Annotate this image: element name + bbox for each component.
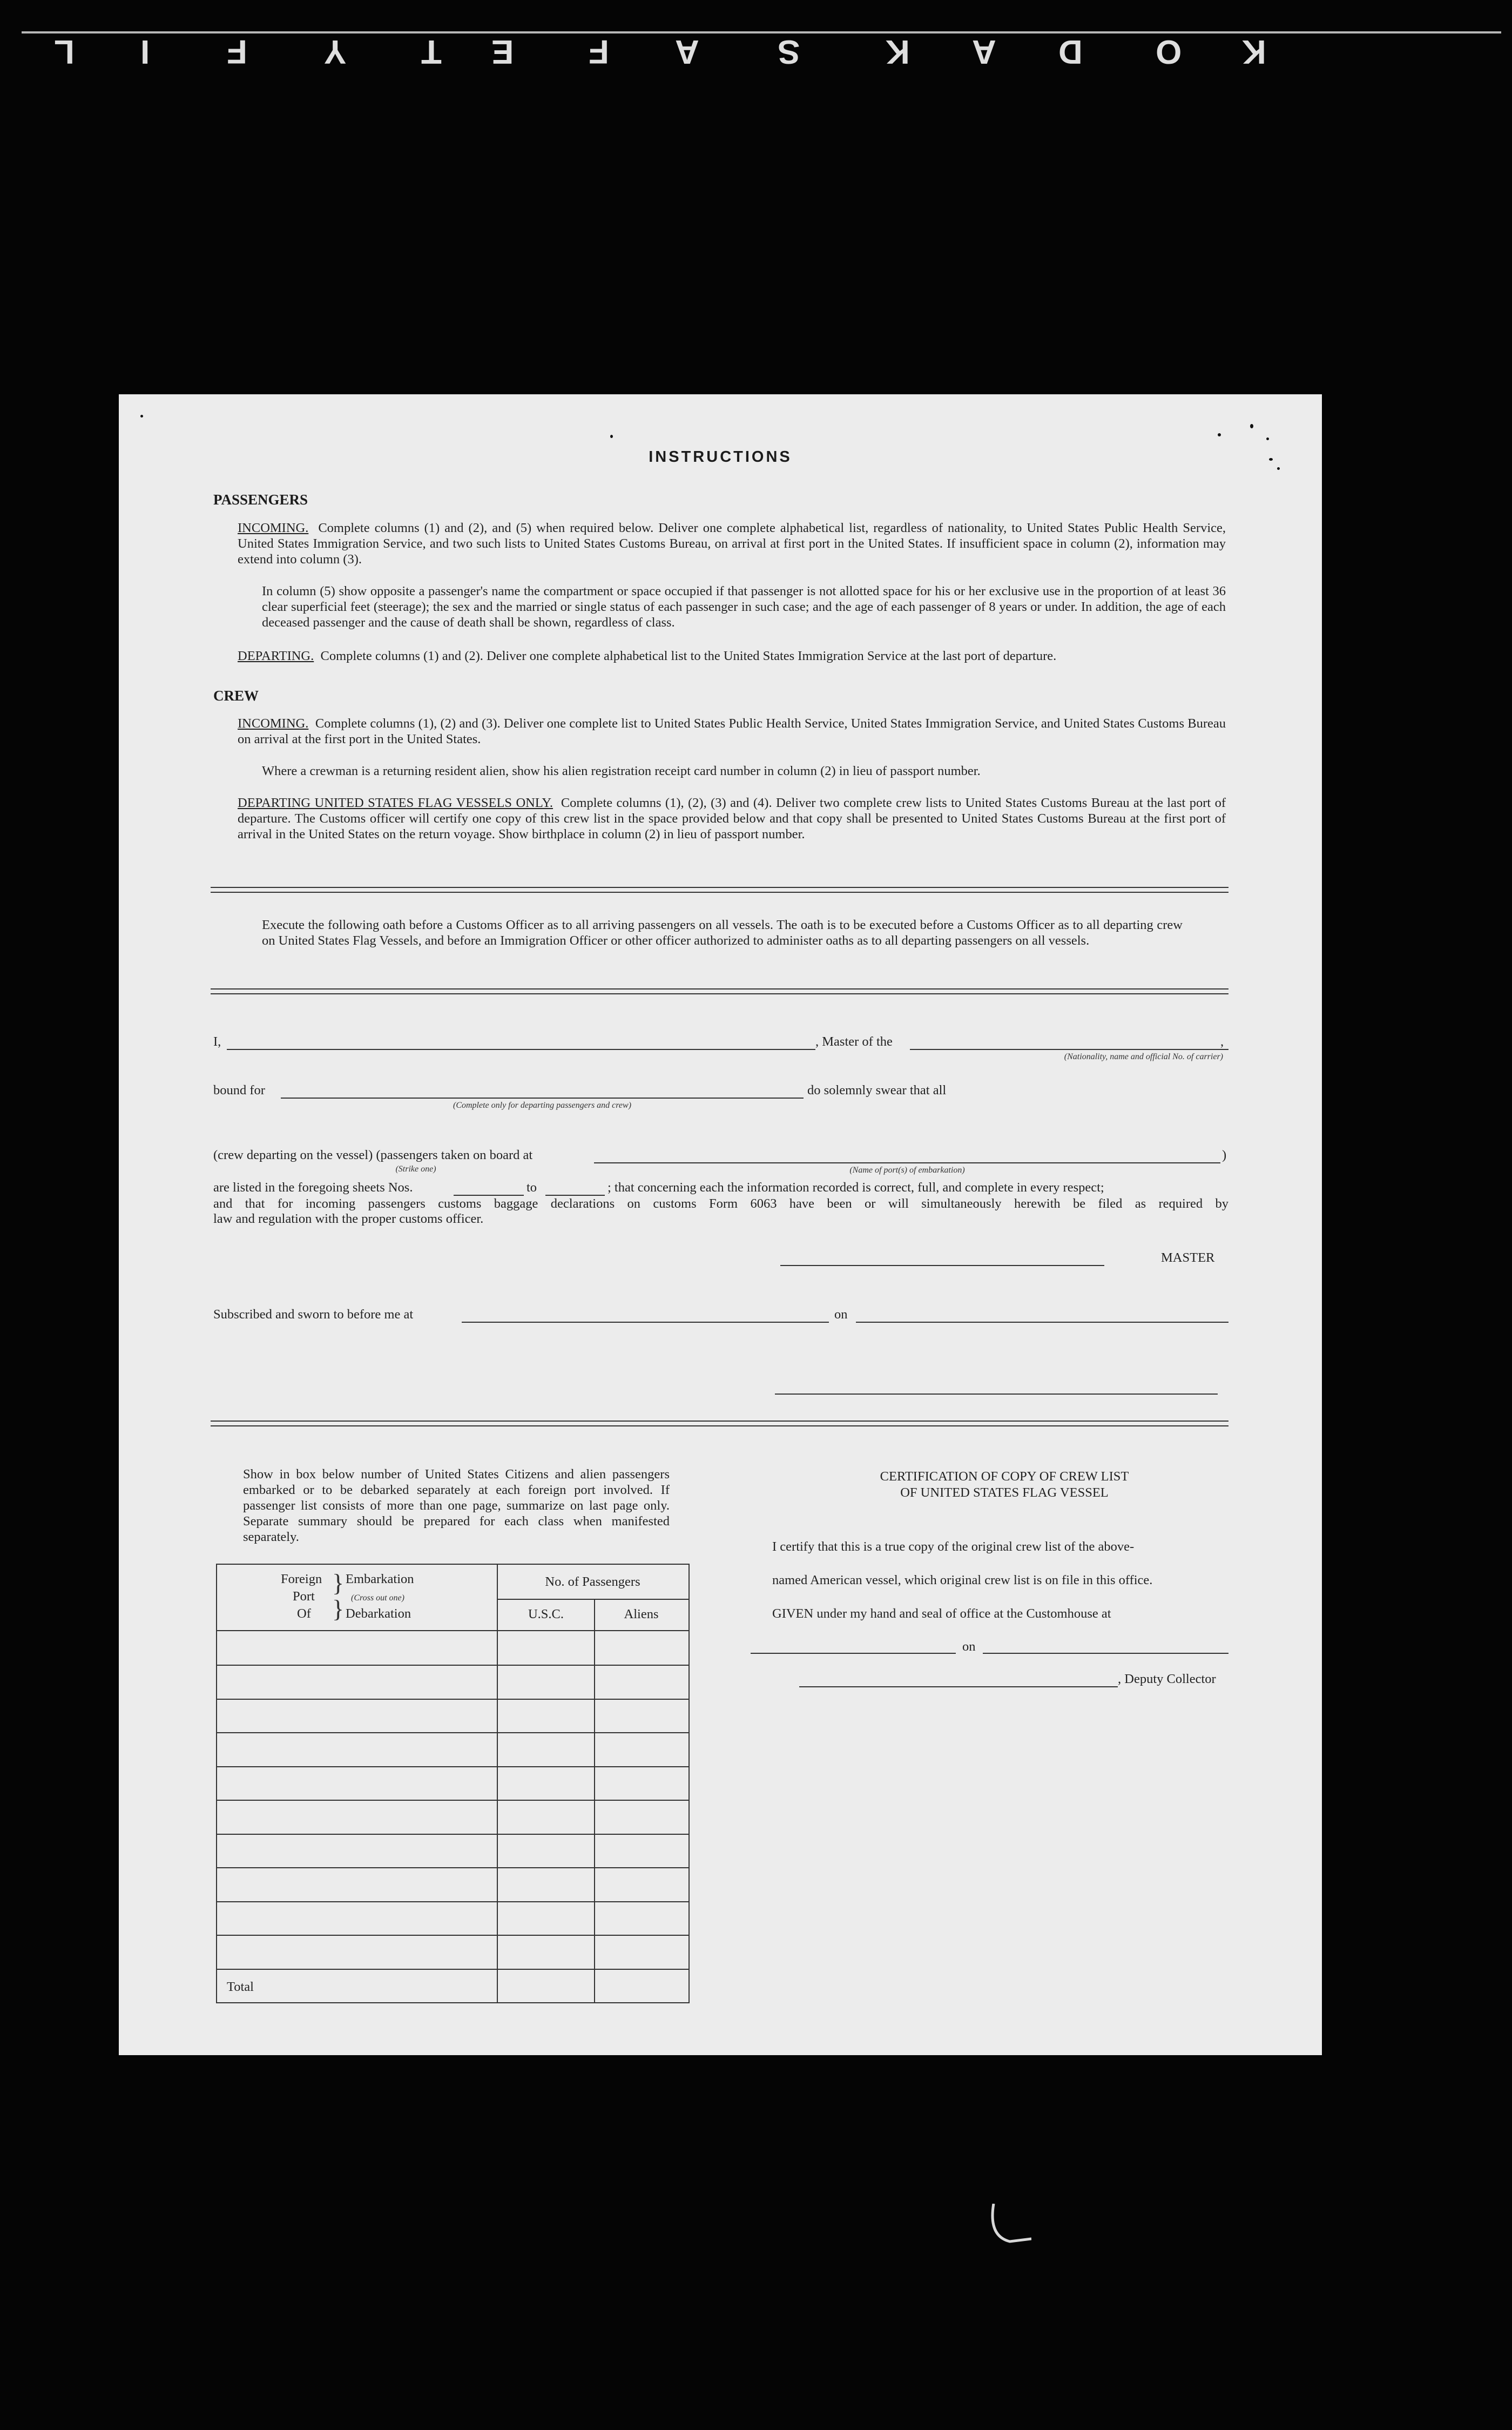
sworn-date-field[interactable] (856, 1322, 1228, 1323)
table-divider (216, 1630, 688, 1631)
pen-mark (988, 2204, 1031, 2252)
film-edge-glyph: F (227, 33, 247, 70)
certification-line-3: GIVEN under my hand and seal of office at the Customhouse at (772, 1606, 1111, 1621)
table-row (216, 1969, 688, 1970)
col-no-passengers-label: No. of Passengers (545, 1574, 640, 1589)
deputy-collector-label: , Deputy Collector (1118, 1672, 1216, 1686)
oath-solemnly-label: do solemnly swear that all (807, 1083, 947, 1098)
destination-field[interactable] (281, 1098, 804, 1099)
passengers-departing-lead: DEPARTING. (238, 649, 314, 663)
col-port-label: Port (293, 1589, 315, 1604)
table-row (216, 1834, 688, 1835)
oath-i-label: I, (213, 1034, 221, 1049)
dust-speck (140, 415, 143, 418)
crew-incoming-lead: INCOMING. (238, 716, 309, 731)
dust-speck (610, 435, 613, 438)
master-signature-label: MASTER (1161, 1250, 1215, 1265)
strike-note: (Strike one) (395, 1164, 436, 1174)
passengers-incoming-paragraph (238, 520, 1226, 567)
certification-line-1: I certify that this is a true copy of the original crew list of the above- (772, 1539, 1135, 1554)
crew-departing-lead: DEPARTING UNITED STATES FLAG VESSELS ONLY. (238, 796, 554, 810)
bound-note: (Complete only for departing passengers and crew) (453, 1101, 632, 1110)
officer-signature-field[interactable] (775, 1394, 1218, 1395)
table-row (216, 1901, 688, 1902)
brace-glyph: } (332, 1595, 345, 1623)
col-usc-label: U.S.C. (528, 1607, 564, 1621)
oath-close-paren: ) (1222, 1148, 1227, 1162)
dust-speck (1277, 467, 1280, 470)
passengers-column5-paragraph: In column (5) show opposite a passenger's name the compartment or space occupied if that passenger is not allotted space for his or her exclusive use in the proportion of at least 36 clear superficial feet (steerage); the sex and the married or single status of each passenger in such case; and the age of each passenger of 8 years or under. In addition, the age of each deceased passenger and the cause of death shall be shown, regardless of class. (262, 584, 1226, 630)
film-edge-glyph: I (140, 33, 150, 70)
table-row (216, 1699, 688, 1700)
col-aliens-label: Aliens (624, 1607, 659, 1621)
instructions-title: INSTRUCTIONS (649, 448, 792, 466)
dust-speck (1250, 424, 1253, 428)
table-row (216, 1935, 688, 1936)
oath-bound-for-label: bound for (213, 1083, 265, 1098)
certification-place-field[interactable] (751, 1653, 956, 1654)
section-divider (211, 887, 1228, 893)
dust-speck (1218, 433, 1221, 436)
oath-statement-2: and that for incoming passengers customs baggage declarations on customs Form 6063 have been or will simultaneously herewith be filed as required by (213, 1196, 1228, 1211)
oath-listed-in-label: are listed in the foregoing sheets Nos. (213, 1180, 413, 1195)
film-edge-glyph: T (421, 33, 442, 70)
table-row (216, 1867, 688, 1868)
col-embarkation-label: Embarkation (346, 1572, 414, 1586)
crew-departing-text: Complete columns (1), (2), (3) and (4). Deliver two complete crew lists to United States Customs Bureau at the last port of departure. The Customs officer will certify one copy of this crew list in the space provided below and that copy shall be presented to United States Customs Bureau at the first port of arrival in the United States on the return voyage. Show birthplace in column (2) in lieu of passport number. (238, 796, 1226, 842)
film-edge-glyph: O (1156, 33, 1182, 70)
section-divider (211, 988, 1228, 994)
passengers-incoming-text: Complete columns (1) and (2), and (5) when required below. Deliver one complete alphabetical list, regardless of nationality, to United States Public Health Service, United States Immigration Service, and two such lists to United States Customs Bureau, on arrival at first port in the United States. If insufficient space in column (2), information may extend into column (3). (238, 521, 1226, 567)
certification-on-label: on (962, 1639, 976, 1654)
oath-crew-departing-label: (crew departing on the vessel) (passengers taken on board at (213, 1148, 533, 1162)
brace-glyph: } (332, 1569, 345, 1597)
subscribed-on-label: on (834, 1307, 848, 1322)
certification-title-2: OF UNITED STATES FLAG VESSEL (900, 1485, 1109, 1500)
master-name-field[interactable] (227, 1049, 815, 1050)
dust-speck (1266, 437, 1269, 440)
certification-line-2: named American vessel, which original crew list is on file in this office. (772, 1573, 1153, 1587)
oath-trailing-comma: , (1220, 1034, 1224, 1049)
crew-heading: CREW (213, 688, 259, 704)
table-row (216, 1800, 688, 1801)
film-edge-strip (0, 0, 1512, 108)
film-edge-glyph: K (886, 33, 910, 70)
table-row (216, 1732, 688, 1733)
film-edge-glyph: A (972, 33, 996, 70)
sworn-place-field[interactable] (462, 1322, 829, 1323)
passengers-incoming-lead: INCOMING. (238, 521, 309, 535)
film-edge-glyph: D (1058, 33, 1083, 70)
oath-statement-1: ; that concerning each the information recorded is correct, full, and complete in every respect; (608, 1180, 1104, 1195)
carrier-note: (Nationality, name and official No. of carrier) (1064, 1052, 1223, 1061)
passengers-departing-paragraph (238, 648, 1226, 664)
crew-incoming-text: Complete columns (1), (2) and (3). Deliver one complete list to United States Public Health Service, United States Immigration Service, and United States Customs Bureau on arrival at the first port in the United States. (238, 716, 1226, 746)
section-divider (211, 1421, 1228, 1426)
embarkation-port-field[interactable] (594, 1162, 1220, 1163)
oath-intro-paragraph: Execute the following oath before a Customs Officer as to all arriving passengers on all vessels. The oath is to be executed before a Customs Officer as to all departing crew on United States Flag Vessels, and before an Immigration Officer or other officer authorized to administer oaths as to all departing passengers on all vessels. (262, 918, 1183, 948)
embark-note: (Name of port(s) of embarkation) (849, 1166, 965, 1175)
crew-departing-paragraph (238, 795, 1226, 842)
film-edge-glyph: E (491, 33, 514, 70)
table-row (216, 1766, 688, 1767)
oath-statement-3: law and regulation with the proper customs officer. (213, 1211, 484, 1226)
col-debarkation-label: Debarkation (346, 1606, 411, 1621)
total-row-label: Total (227, 1980, 254, 1994)
oath-to-label: to (526, 1180, 537, 1195)
subscribed-label: Subscribed and sworn to before me at (213, 1307, 414, 1322)
passengers-departing-text: Complete columns (1) and (2). Deliver one complete alphabetical list to the United States Immigration Service at the last port of departure. (320, 649, 1057, 663)
film-edge-glyph: F (589, 33, 609, 70)
crew-incoming-paragraph (238, 716, 1226, 747)
carrier-name-field[interactable] (910, 1049, 1228, 1050)
table-divider (497, 1599, 688, 1600)
table-divider (497, 1564, 498, 2002)
oath-master-of-label: , Master of the (815, 1034, 893, 1049)
form-sheet (119, 394, 1322, 2055)
deputy-signature-field[interactable] (799, 1686, 1118, 1687)
master-signature-field[interactable] (780, 1265, 1104, 1266)
col-foreign-label: Foreign (281, 1572, 322, 1586)
certification-title-1: CERTIFICATION OF COPY OF CREW LIST (880, 1469, 1129, 1484)
passengers-heading: PASSENGERS (213, 492, 308, 508)
col-cross-out-note: (Cross out one) (351, 1593, 404, 1603)
film-edge-glyph: Y (324, 33, 347, 70)
film-edge-glyph: L (54, 33, 75, 70)
crew-resident-paragraph: Where a crewman is a returning resident alien, show his alien registration receipt card number in column (2) in lieu of passport number. (262, 764, 981, 778)
film-edge-glyph: S (778, 33, 800, 70)
film-edge-glyph: K (1242, 33, 1266, 70)
summary-intro-paragraph: Show in box below number of United States Citizens and alien passengers embarked or to be debarked separately at each foreign port involved. If passenger list consists of more than one page, summarize on last page only. Separate summary should be prepared for each class when manifested separately. (243, 1467, 670, 1544)
col-of-label: Of (297, 1606, 311, 1621)
film-edge-glyph: A (675, 33, 699, 70)
table-row (216, 1665, 688, 1666)
certification-date-field[interactable] (983, 1653, 1228, 1654)
